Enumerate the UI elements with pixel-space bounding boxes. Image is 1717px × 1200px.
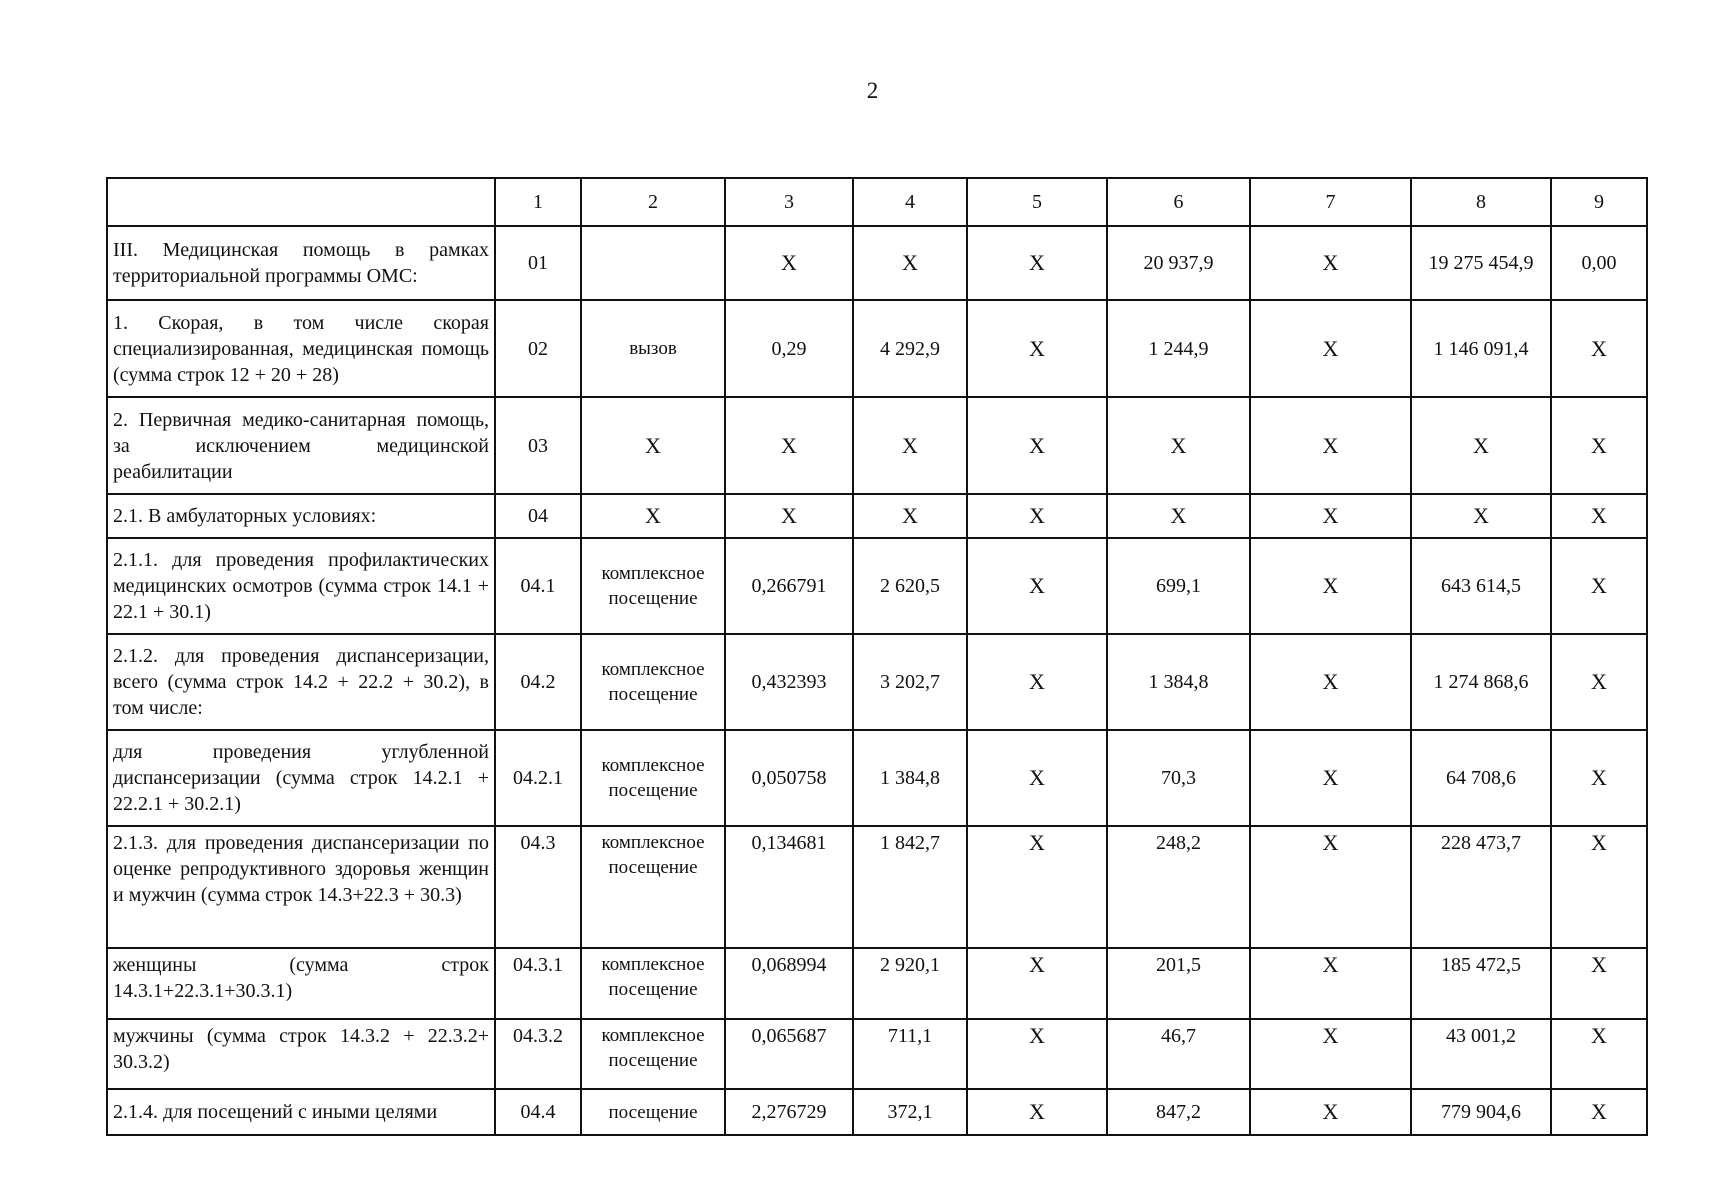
unit-cell: посещение bbox=[581, 1089, 725, 1135]
row-code: 04.4 bbox=[495, 1089, 581, 1135]
row-code: 03 bbox=[495, 397, 581, 494]
value-cell: 1 842,7 bbox=[853, 826, 967, 948]
table-row bbox=[107, 494, 1647, 538]
value-cell: X bbox=[1411, 494, 1551, 538]
value-cell: X bbox=[1250, 730, 1411, 826]
value-cell: X bbox=[967, 634, 1107, 730]
value-cell: 64 708,6 bbox=[1411, 730, 1551, 826]
header-cell: 9 bbox=[1551, 178, 1647, 226]
value-cell: 201,5 bbox=[1107, 948, 1250, 1019]
table-row bbox=[107, 300, 1647, 397]
value-cell: X bbox=[967, 948, 1107, 1019]
value-cell: X bbox=[853, 397, 967, 494]
row-code: 04.1 bbox=[495, 538, 581, 634]
value-cell: 779 904,6 bbox=[1411, 1089, 1551, 1135]
row-code: 04.3.2 bbox=[495, 1019, 581, 1089]
value-cell: X bbox=[967, 226, 1107, 300]
value-cell: X bbox=[1250, 948, 1411, 1019]
table-row bbox=[107, 634, 1647, 730]
value-cell: 0,134681 bbox=[725, 826, 853, 948]
value-cell: 70,3 bbox=[1107, 730, 1250, 826]
value-cell: X bbox=[581, 397, 725, 494]
value-cell: X bbox=[1551, 538, 1647, 634]
value-cell: 228 473,7 bbox=[1411, 826, 1551, 948]
row-name: 1. Скорая, в том числе скорая специализированная, медицинская помощь (сумма строк 12 + 20 + 28) bbox=[107, 300, 495, 397]
value-cell: X bbox=[725, 397, 853, 494]
value-cell: 1 384,8 bbox=[1107, 634, 1250, 730]
value-cell: X bbox=[1250, 634, 1411, 730]
value-cell: X bbox=[1250, 494, 1411, 538]
value-cell: X bbox=[581, 494, 725, 538]
row-name: 2.1. В амбулаторных условиях: bbox=[107, 494, 495, 538]
value-cell: X bbox=[967, 730, 1107, 826]
row-code: 04.2.1 bbox=[495, 730, 581, 826]
value-cell: X bbox=[1411, 397, 1551, 494]
value-cell: X bbox=[853, 494, 967, 538]
row-name: 2.1.4. для посещений с иными целями bbox=[107, 1089, 495, 1135]
value-cell: X bbox=[967, 300, 1107, 397]
unit-cell: вызов bbox=[581, 300, 725, 397]
unit-cell: комплексное посещение bbox=[581, 1019, 725, 1089]
value-cell: X bbox=[1551, 948, 1647, 1019]
value-cell: 0,065687 bbox=[725, 1019, 853, 1089]
value-cell: X bbox=[1250, 397, 1411, 494]
value-cell: 4 292,9 bbox=[853, 300, 967, 397]
unit-cell: комплексное посещение bbox=[581, 948, 725, 1019]
value-cell: 46,7 bbox=[1107, 1019, 1250, 1089]
value-cell: 43 001,2 bbox=[1411, 1019, 1551, 1089]
table-row bbox=[107, 1019, 1647, 1089]
value-cell: X bbox=[1250, 300, 1411, 397]
unit-cell: комплексное посещение bbox=[581, 730, 725, 826]
table-row bbox=[107, 226, 1647, 300]
value-cell: X bbox=[1250, 538, 1411, 634]
table-row bbox=[107, 948, 1647, 1019]
value-cell: X bbox=[1551, 300, 1647, 397]
row-code: 04.2 bbox=[495, 634, 581, 730]
row-code: 02 bbox=[495, 300, 581, 397]
value-cell: 248,2 bbox=[1107, 826, 1250, 948]
unit-cell: комплексное посещение bbox=[581, 826, 725, 948]
value-cell: 185 472,5 bbox=[1411, 948, 1551, 1019]
header-cell: 1 bbox=[495, 178, 581, 226]
value-cell: 1 274 868,6 bbox=[1411, 634, 1551, 730]
header-cell: 6 bbox=[1107, 178, 1250, 226]
value-cell: 0,432393 bbox=[725, 634, 853, 730]
value-cell: 3 202,7 bbox=[853, 634, 967, 730]
value-cell: 1 146 091,4 bbox=[1411, 300, 1551, 397]
value-cell: X bbox=[1551, 826, 1647, 948]
row-name: для проведения углубленной диспансеризации (сумма строк 14.2.1 + 22.2.1 + 30.2.1) bbox=[107, 730, 495, 826]
value-cell: 0,266791 bbox=[725, 538, 853, 634]
row-name: мужчины (сумма строк 14.3.2 + 22.3.2+ 30.3.2) bbox=[107, 1019, 495, 1089]
value-cell: X bbox=[1551, 730, 1647, 826]
value-cell: 1 244,9 bbox=[1107, 300, 1250, 397]
value-cell: X bbox=[1551, 634, 1647, 730]
unit-cell bbox=[581, 226, 725, 300]
value-cell: 643 614,5 bbox=[1411, 538, 1551, 634]
value-cell: X bbox=[1551, 494, 1647, 538]
table-header-row bbox=[107, 178, 1647, 226]
row-code: 04 bbox=[495, 494, 581, 538]
value-cell: X bbox=[967, 1019, 1107, 1089]
value-cell: 2,276729 bbox=[725, 1089, 853, 1135]
value-cell: X bbox=[967, 538, 1107, 634]
header-cell: 7 bbox=[1250, 178, 1411, 226]
value-cell: X bbox=[1250, 1019, 1411, 1089]
value-cell: 711,1 bbox=[853, 1019, 967, 1089]
unit-cell: комплексное посещение bbox=[581, 538, 725, 634]
header-cell: 5 bbox=[967, 178, 1107, 226]
value-cell: 0,00 bbox=[1551, 226, 1647, 300]
row-name: 2. Первичная медико-санитарная помощь, за исключением медицинской реабилитации bbox=[107, 397, 495, 494]
header-cell: 4 bbox=[853, 178, 967, 226]
value-cell: X bbox=[853, 226, 967, 300]
value-cell: 372,1 bbox=[853, 1089, 967, 1135]
value-cell: 0,29 bbox=[725, 300, 853, 397]
value-cell: 20 937,9 bbox=[1107, 226, 1250, 300]
value-cell: X bbox=[967, 1089, 1107, 1135]
header-cell: 8 bbox=[1411, 178, 1551, 226]
row-code: 04.3 bbox=[495, 826, 581, 948]
row-name: 2.1.2. для проведения диспансеризации, всего (сумма строк 14.2 + 22.2 + 30.2), в том числе: bbox=[107, 634, 495, 730]
table-row bbox=[107, 730, 1647, 826]
value-cell: 0,050758 bbox=[725, 730, 853, 826]
value-cell: X bbox=[1551, 1089, 1647, 1135]
table-row bbox=[107, 538, 1647, 634]
value-cell: X bbox=[1107, 494, 1250, 538]
row-name: III. Медицинская помощь в рамках территориальной программы ОМС: bbox=[107, 226, 495, 300]
data-table bbox=[106, 177, 1648, 1136]
value-cell: X bbox=[1250, 826, 1411, 948]
row-name: женщины (сумма строк 14.3.1+22.3.1+30.3.1) bbox=[107, 948, 495, 1019]
value-cell: 2 920,1 bbox=[853, 948, 967, 1019]
value-cell: X bbox=[725, 226, 853, 300]
value-cell: X bbox=[967, 494, 1107, 538]
value-cell: X bbox=[1250, 1089, 1411, 1135]
header-cell: 2 bbox=[581, 178, 725, 226]
page-number: 2 bbox=[866, 78, 879, 103]
value-cell: 699,1 bbox=[1107, 538, 1250, 634]
value-cell: 1 384,8 bbox=[853, 730, 967, 826]
row-name: 2.1.3. для проведения диспансеризации по оценке репродуктивного здоровья женщин и мужчин (сумма строк 14.3+22.3 + 30.3) bbox=[107, 826, 495, 948]
value-cell: X bbox=[1551, 397, 1647, 494]
row-code: 01 bbox=[495, 226, 581, 300]
value-cell: X bbox=[725, 494, 853, 538]
table-row bbox=[107, 1089, 1647, 1135]
value-cell: X bbox=[967, 826, 1107, 948]
table-row bbox=[107, 397, 1647, 494]
header-cell: 3 bbox=[725, 178, 853, 226]
table-row bbox=[107, 826, 1647, 948]
value-cell: 19 275 454,9 bbox=[1411, 226, 1551, 300]
value-cell: X bbox=[967, 397, 1107, 494]
unit-cell: комплексное посещение bbox=[581, 634, 725, 730]
value-cell: X bbox=[1250, 226, 1411, 300]
value-cell: X bbox=[1551, 1019, 1647, 1089]
row-name: 2.1.1. для проведения профилактических медицинских осмотров (сумма строк 14.1 + 22.1 + 30.1) bbox=[107, 538, 495, 634]
value-cell: 0,068994 bbox=[725, 948, 853, 1019]
value-cell: 2 620,5 bbox=[853, 538, 967, 634]
row-code: 04.3.1 bbox=[495, 948, 581, 1019]
value-cell: X bbox=[1107, 397, 1250, 494]
value-cell: 847,2 bbox=[1107, 1089, 1250, 1135]
header-cell bbox=[107, 178, 495, 226]
